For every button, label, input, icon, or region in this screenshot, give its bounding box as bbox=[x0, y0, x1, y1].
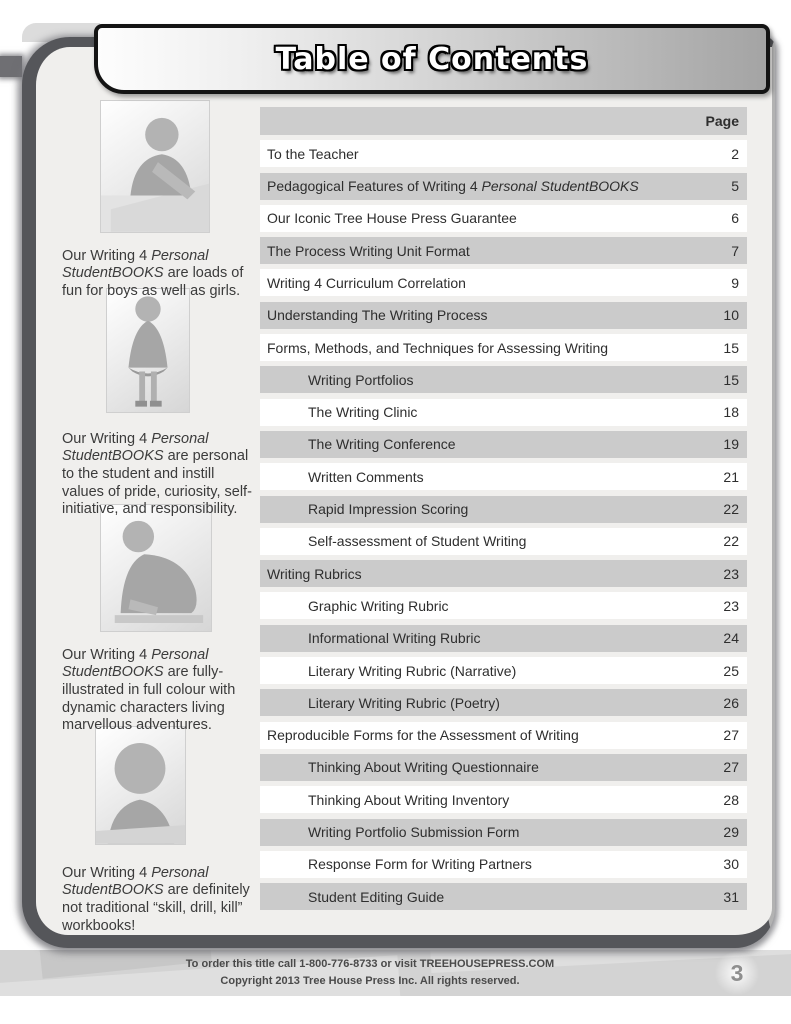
toc-entry-page: 28 bbox=[723, 791, 739, 808]
toc-entry-label: Informational Writing Rubric bbox=[308, 630, 481, 647]
page-title: Table of Contents bbox=[275, 41, 589, 77]
student-photo-boy-at-desk bbox=[100, 100, 210, 233]
toc-entry-label: Reproducible Forms for the Assessment of Writing bbox=[267, 727, 579, 744]
toc-row bbox=[260, 722, 747, 749]
student-photo-boy-crouching bbox=[100, 504, 212, 632]
toc-entry-page: 6 bbox=[731, 210, 739, 227]
toc-entry-label: Writing Portfolios bbox=[308, 371, 414, 388]
caption-series-name: Personal StudentBOOKS bbox=[62, 430, 209, 465]
toc-entry-label: Writing Rubrics bbox=[267, 565, 362, 582]
toc-entry-label: The Process Writing Unit Format bbox=[267, 242, 470, 259]
toc-entry-label: Writing 4 Curriculum Correlation bbox=[267, 274, 466, 291]
toc-entry-page: 23 bbox=[723, 597, 739, 614]
toc-entry-label: Writing Portfolio Submission Form bbox=[308, 824, 520, 841]
toc-entry-page: 25 bbox=[723, 662, 739, 679]
toc-row bbox=[260, 496, 747, 523]
toc-entry-page: 29 bbox=[723, 824, 739, 841]
toc-entry-page: 2 bbox=[731, 145, 739, 162]
toc-entry-page: 24 bbox=[723, 630, 739, 647]
toc-entry-page: 18 bbox=[723, 404, 739, 421]
toc-entry-label: The Writing Conference bbox=[308, 436, 456, 453]
toc-entry-label: Rapid Impression Scoring bbox=[308, 501, 469, 518]
caption-lead: Our Writing 4 bbox=[62, 247, 148, 264]
copyright-line: Copyright 2013 Tree House Press Inc. All rights reserved. bbox=[220, 975, 520, 988]
toc-table bbox=[260, 107, 747, 915]
toc-entry-page: 27 bbox=[723, 727, 739, 744]
girl-smiling-illustration bbox=[96, 727, 185, 844]
toc-entry-page: 7 bbox=[731, 242, 739, 259]
caption-lead: Our Writing 4 bbox=[62, 646, 148, 663]
toc-entry-page: 27 bbox=[723, 759, 739, 776]
toc-page-column-header bbox=[260, 107, 747, 135]
toc-entry-label: The Writing Clinic bbox=[308, 404, 418, 421]
toc-row bbox=[260, 366, 747, 393]
toc-row bbox=[260, 237, 747, 264]
toc-entry-page: 10 bbox=[723, 307, 739, 324]
toc-row bbox=[260, 334, 747, 361]
caption-lead: Our Writing 4 bbox=[62, 430, 148, 447]
caption-rest: are personal to the student and instill values of pride, curiosity, self-initiative, and responsibility. bbox=[62, 448, 252, 518]
toc-row bbox=[260, 657, 747, 684]
footer-text bbox=[0, 956, 740, 990]
toc-entry-label: Graphic Writing Rubric bbox=[308, 597, 449, 614]
toc-entry-label: To the Teacher bbox=[267, 145, 359, 162]
caption-rest: are loads of fun for boys as well as girls. bbox=[62, 265, 244, 299]
toc-entry-page: 22 bbox=[723, 533, 739, 550]
footer-band bbox=[0, 950, 791, 996]
student-photo-girl-smiling bbox=[95, 726, 186, 845]
toc-row bbox=[260, 689, 747, 716]
toc-entry-label: Response Form for Writing Partners bbox=[308, 856, 532, 873]
girl-standing-illustration bbox=[107, 289, 189, 412]
caption-rest: are definitely not traditional “skill, drill, kill” workbooks! bbox=[62, 882, 250, 934]
toc-row bbox=[260, 754, 747, 781]
toc-row bbox=[260, 786, 747, 813]
toc-entry-label: Literary Writing Rubric (Narrative) bbox=[308, 662, 517, 679]
order-line: To order this title call 1-800-776-8733 or visit TREEHOUSEPRESS.COM bbox=[185, 958, 555, 970]
toc-entry-page: 19 bbox=[723, 436, 739, 453]
toc-entry-label: Forms, Methods, and Techniques for Assessing Writing bbox=[267, 339, 609, 356]
toc-entry-page: 31 bbox=[723, 888, 739, 905]
toc-row bbox=[260, 851, 747, 878]
page-number: 3 bbox=[714, 951, 760, 995]
toc-row bbox=[260, 431, 747, 458]
caption-not-traditional bbox=[62, 865, 258, 936]
caption-series-name: Personal StudentBOOKS bbox=[62, 646, 209, 681]
toc-entry-page: 30 bbox=[723, 856, 739, 873]
student-photo-girl-standing bbox=[106, 288, 190, 413]
toc-entry-label: Thinking About Writing Inventory bbox=[308, 791, 510, 808]
toc-row bbox=[260, 205, 747, 232]
toc-row bbox=[260, 819, 747, 846]
toc-entry-label-italic: Personal StudentBOOKS bbox=[481, 178, 639, 195]
toc-entry-label: Thinking About Writing Questionnaire bbox=[308, 759, 539, 776]
toc-entry-page: 23 bbox=[723, 565, 739, 582]
toc-entry-label: Student Editing Guide bbox=[308, 888, 445, 905]
toc-row bbox=[260, 883, 747, 910]
toc-row bbox=[260, 625, 747, 652]
toc-row bbox=[260, 463, 747, 490]
toc-row bbox=[260, 140, 747, 167]
toc-entry-page: 15 bbox=[723, 339, 739, 356]
boy-crouching-illustration bbox=[101, 505, 211, 631]
toc-entry-page: 5 bbox=[731, 178, 739, 195]
left-edge-notch bbox=[0, 56, 22, 77]
caption-personal bbox=[62, 431, 258, 519]
boy-at-desk-illustration bbox=[101, 101, 209, 232]
caption-series-name: Personal StudentBOOKS bbox=[62, 864, 209, 899]
toc-entry-label-text: Pedagogical Features of Writing 4 bbox=[267, 178, 478, 195]
title-banner bbox=[94, 24, 770, 94]
caption-lead: Our Writing 4 bbox=[62, 864, 148, 881]
caption-fun bbox=[62, 248, 258, 301]
toc-row bbox=[260, 399, 747, 426]
toc-row bbox=[260, 560, 747, 587]
toc-row bbox=[260, 592, 747, 619]
caption-rest: are fully-illustrated in full colour with dynamic characters living marvellous adventures. bbox=[62, 664, 236, 734]
toc-row bbox=[260, 269, 747, 296]
caption-illustrated bbox=[62, 647, 258, 735]
toc-entry-label bbox=[267, 178, 639, 194]
toc-entry-page: 21 bbox=[723, 468, 739, 485]
toc-row bbox=[260, 302, 747, 329]
toc-entry-page: 26 bbox=[723, 694, 739, 711]
toc-entry-page: 9 bbox=[731, 274, 739, 291]
page-header-label: Page bbox=[705, 113, 739, 129]
toc-entry-page: 22 bbox=[723, 501, 739, 518]
toc-entry-label: Understanding The Writing Process bbox=[267, 307, 488, 324]
toc-entry-label: Literary Writing Rubric (Poetry) bbox=[308, 694, 500, 711]
toc-entry-page: 15 bbox=[723, 371, 739, 388]
toc-entry-label: Our Iconic Tree House Press Guarantee bbox=[267, 210, 517, 227]
caption-series-name: Personal StudentBOOKS bbox=[62, 247, 209, 282]
toc-entry-label: Written Comments bbox=[308, 468, 424, 485]
toc-row bbox=[260, 173, 747, 200]
toc-row bbox=[260, 528, 747, 555]
toc-entry-label: Self-assessment of Student Writing bbox=[308, 533, 527, 550]
